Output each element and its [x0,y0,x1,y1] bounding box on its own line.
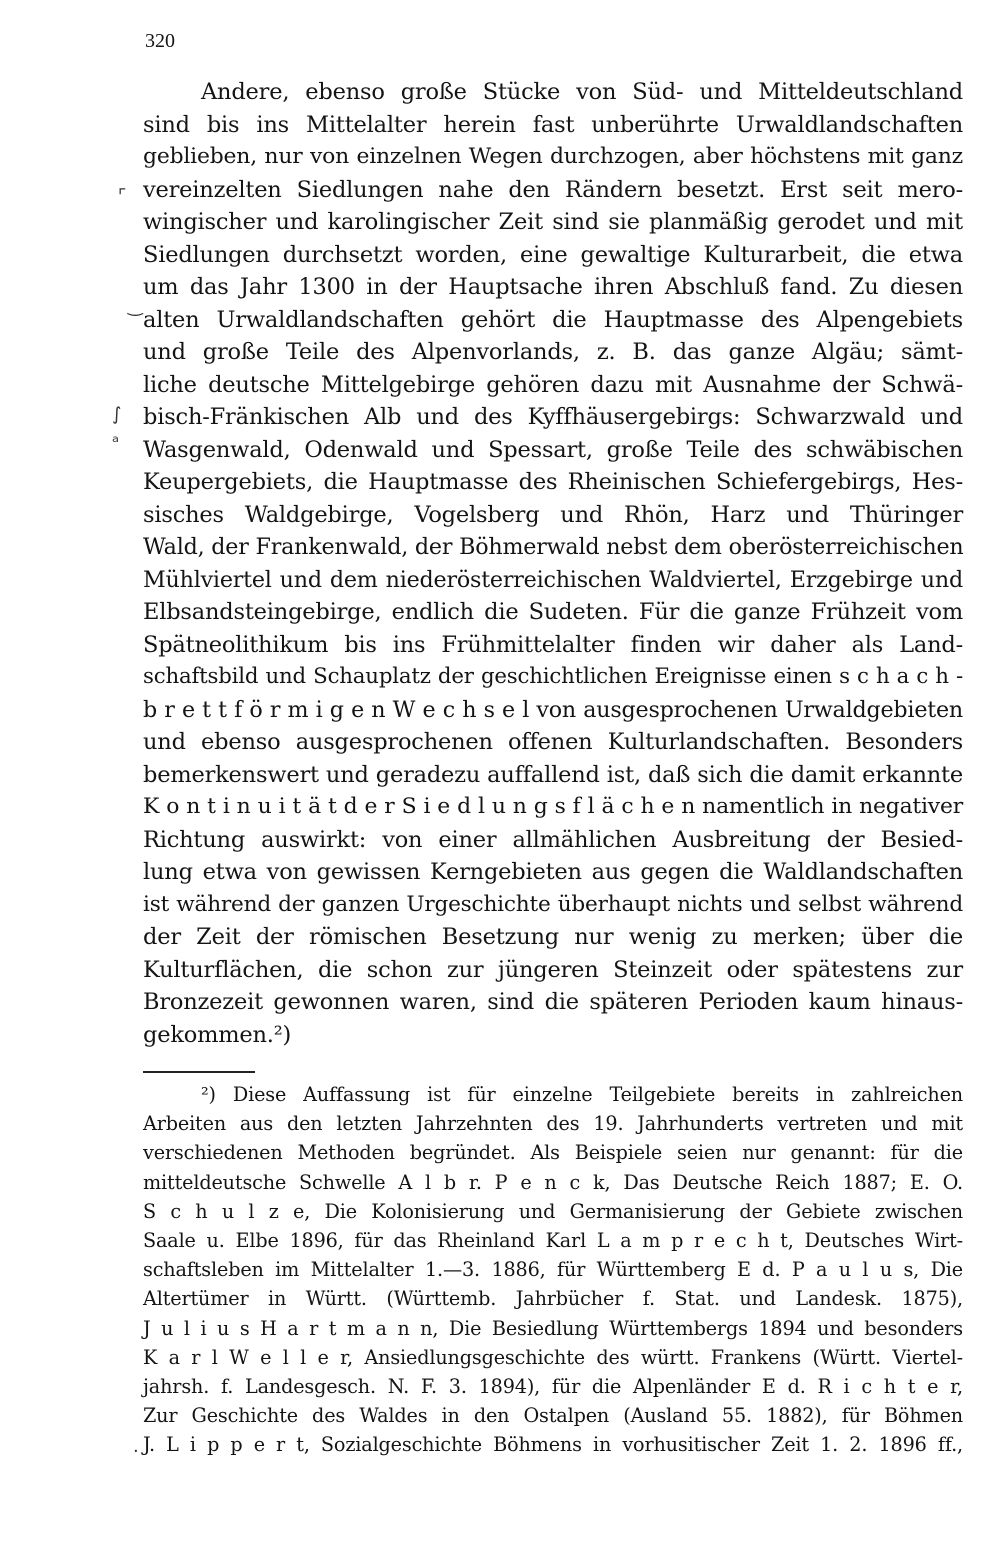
text-line: und große Teile des Alpenvorlands, z. B. das ganze Algäu; sämt- [143,339,963,365]
text-line: K o n t i n u i t ä t d e r S i e d l u n g s f l ä c h e n namentlich in negativer [143,794,963,819]
text-line: geblieben, nur von einzelnen Wegen durchzogen, aber höchstens mit ganz [143,144,963,169]
main-text [143,76,963,1051]
text-line: sisches Waldgebirge, Vogelsberg und Rhön, Harz und Thüringer [143,501,963,528]
footnote-line: J. L i p p e r t, Sozialgeschichte Böhmens in vorhusitischer Zeit 1. 2. 1896 ff., [143,1433,963,1457]
text-line: Mühlviertel und dem niederösterreichischen Waldviertel, Erzgebirge und [143,566,963,593]
footnote-line: schaftsleben im Mittelalter 1.—3. 1886, für Württemberg E d. P a u l u s, Die [143,1258,963,1282]
footnote-line: verschiedenen Methoden begründet. Als Beispiele seien nur genannt: für die [143,1141,963,1165]
text-line: Wasgenwald, Odenwald und Spessart, große Teile des schwäbischen [143,436,963,463]
text-line: sind bis ins Mittelalter herein fast unberührte Urwaldlandschaften [143,111,963,138]
text-line: Spätneolithikum bis ins Frühmittelalter finden wir daher als Land- [143,631,963,658]
text-line: gekommen.²) [143,1021,292,1048]
text-line: bemerkenswert und geradezu auffallend ist, daß sich die damit erkannte [143,761,963,788]
text-line: alten Urwaldlandschaften gehört die Hauptmasse des Alpengebiets [143,306,963,333]
footnote-line: jahrsh. f. Landesgesch. N. F. 3. 1894), für die Alpenländer E d. R i c h t e r, [143,1375,963,1399]
footnote-line: S c h u l z e, Die Kolonisierung und Germanisierung der Gebiete zwischen [143,1199,963,1223]
text-line: bisch-Fränkischen Alb und des Kyffhäusergebirgs: Schwarzwald und [143,404,963,430]
text-line: Siedlungen durchsetzt worden, eine gewaltige Kulturarbeit, die etwa [143,241,963,268]
text-line: Keupergebiets, die Hauptmasse des Rheinischen Schiefergebirgs, Hes- [143,469,963,495]
text-line: schaftsbild und Schauplatz der geschichtlichen Ereignisse einen s c h a c h - [143,664,963,689]
footnote-line: Arbeiten aus den letzten Jahrzehnten des 19. Jahrhunderts vertreten und mit [143,1112,963,1136]
text-line: b r e t t f ö r m i g e n W e c h s e l von ausgesprochenen Urwaldgebieten [143,696,963,723]
footnote-line: ²) Diese Auffassung ist für einzelne Teilgebiete bereits in zahlreichen [201,1083,963,1106]
footnote-line: Altertümer in Württ. (Württemb. Jahrbücher f. Stat. und Landesk. 1875), [143,1287,963,1311]
footnote [143,1080,963,1460]
text-line: wingischer und karolingischer Zeit sind sie planmäßig gerodet und mit [143,209,963,235]
text-line: ist während der ganzen Urgeschichte überhaupt nichts und selbst während [143,891,963,917]
margin-mark: ᵃ [112,432,120,453]
text-line: der Zeit der römischen Besetzung nur wenig zu merken; über die [143,924,963,950]
text-line: Bronzezeit gewonnen waren, sind die späteren Perioden kaum hinaus- [143,989,963,1015]
footnote-line: K a r l W e l l e r, Ansiedlungsgeschichte des württ. Frankens (Württ. Viertel- [143,1345,963,1369]
margin-mark: ‿ [128,296,143,317]
text-line: Richtung auswirkt: von einer allmählichen Ausbreitung der Besied- [143,826,963,853]
text-line: Kulturflächen, die schon zur jüngeren Steinzeit oder spätestens zur [143,956,963,983]
footnote-line: Saale u. Elbe 1896, für das Rheinland Karl L a m p r e c h t, Deutsches Wirt- [143,1229,963,1253]
footnote-line: Zur Geschichte des Waldes in den Ostalpen (Ausland 55. 1882), für Böhmen [143,1404,963,1428]
text-line: vereinzelten Siedlungen nahe den Rändern besetzt. Erst seit mero- [143,176,963,203]
text-line: Andere, ebenso große Stücke von Süd- und Mitteldeutschland [201,79,963,105]
text-line: um das Jahr 1300 in der Hauptsache ihren Abschluß fand. Zu diesen [143,274,963,300]
text-line: liche deutsche Mittelgebirge gehören dazu mit Ausnahme der Schwä- [143,371,963,398]
footnote-separator [143,1071,255,1073]
page-number: 320 [145,30,175,52]
text-line: und ebenso ausgesprochenen offenen Kulturlandschaften. Besonders [143,729,963,755]
footnote-line: J u l i u s H a r t m a n n, Die Besiedlung Württembergs 1894 und besonders [143,1316,963,1340]
margin-mark: ⌜ [118,186,127,207]
margin-mark: ∫ [112,404,122,425]
text-line: Elbsandsteingebirge, endlich die Sudeten. Für die ganze Frühzeit vom [143,599,963,625]
text-line: lung etwa von gewissen Kerngebieten aus gegen die Waldlandschaften [143,859,963,885]
footnote-line: mitteldeutsche Schwelle A l b r. P e n c k, Das Deutsche Reich 1887; E. O. [143,1170,963,1194]
text-line: Wald, der Frankenwald, der Böhmerwald nebst dem oberösterreichischen [143,534,964,560]
margin-mark: . [133,1436,139,1457]
